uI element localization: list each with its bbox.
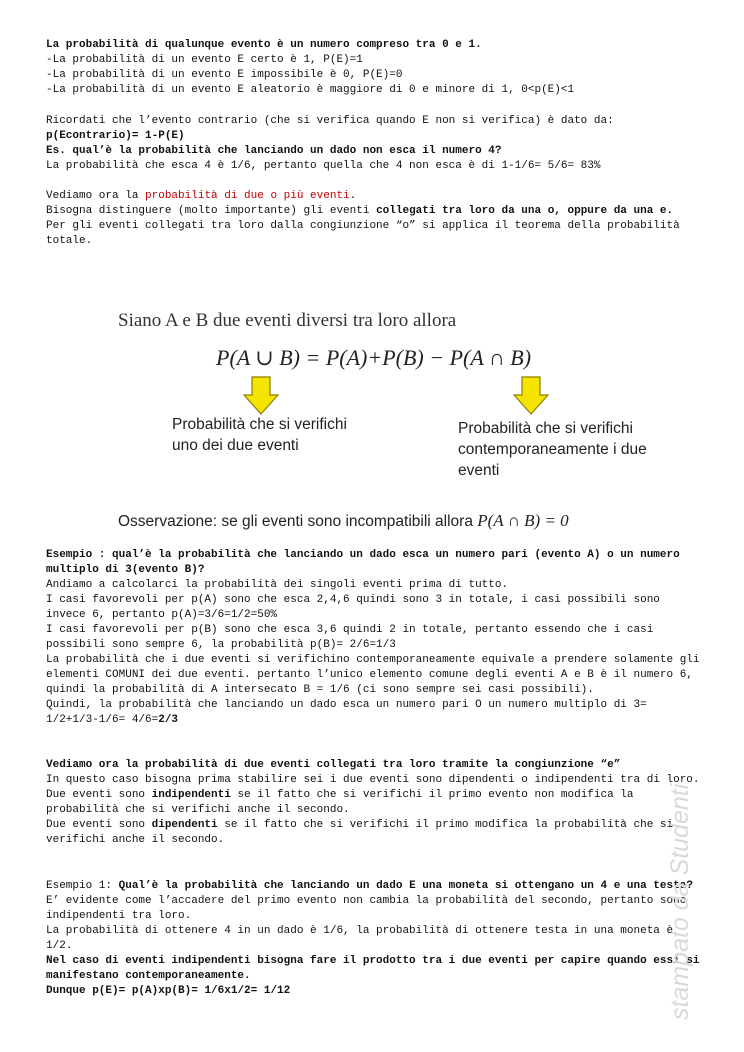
union-example-intersection: La probabilità che i due eventi si verifichino contemporaneamente equivale a prendere solamente gli elementi COMUNI dei due eventi. pertanto l’unico elemento comune degli eventi A e B è il numero 6, quindi la probabilità di A intersecato B = 1/6 (ci sono sempre sei casi possibili). bbox=[46, 654, 700, 696]
independent-example-reasoning: E’ evidente come l’accadere del primo evento non cambia la probabilità del secondo, pertanto sono indipendenti tra loro. bbox=[46, 895, 687, 922]
joint-events-heading: Vediamo ora la probabilità di due eventi collegati tra loro tramite la congiunzione “e” bbox=[46, 759, 621, 771]
union-explanation: Probabilità che si verifichi uno dei due eventi bbox=[172, 416, 347, 454]
range-statement: La probabilità di qualunque evento è un numero compreso tra 0 e 1. bbox=[46, 39, 482, 51]
joint-events-intro: In questo caso bisogna prima stabilire sei i due eventi sono dipendenti o indipendenti tra di loro. bbox=[46, 774, 700, 786]
section-complement-event bbox=[46, 114, 706, 174]
down-arrow-icon bbox=[243, 376, 279, 416]
union-example-prob-a: I casi favorevoli per p(A) sono che esca 2,4,6 quindi sono 3 in totale, i casi possibili sono invece 6, pertanto p(A)=3/6=1/2=50% bbox=[46, 594, 660, 621]
total-probability-figure bbox=[100, 300, 660, 545]
independent-product-rule: Nel caso di eventi indipendenti bisogna fare il prodotto tra i due eventi per capire quando essi si manifestano contemporaneamente. bbox=[46, 955, 700, 982]
complement-example-answer: La probabilità che esca 4 è 1/6, pertanto quella che 4 non esca è di 1-1/6= 5/6= 83% bbox=[46, 160, 601, 172]
complement-intro: Ricordati che l’evento contrario (che si verifica quando E non si verifica) è dato da: bbox=[46, 115, 614, 127]
distinguish-events-line: Bisogna distinguere (molto importante) gli eventi collegati tra loro da una o, oppure da una e. bbox=[46, 205, 674, 217]
independent-example-question: Esempio 1: Qual’è la probabilità che lanciando un dado E una moneta si ottengano un 4 e una testa? bbox=[46, 880, 693, 892]
multiple-events-intro: Vediamo ora la probabilità di due o più eventi. bbox=[46, 190, 357, 202]
intersection-explanation: Probabilità che si verifichi contemporaneamente i due eventi bbox=[458, 420, 647, 479]
union-example-prob-b: I casi favorevoli per p(B) sono che esca 3,6 quindi 2 in totale, pertanto essendo che i casi possibili sono sempre 6, la probabilità p(B)= 2/6=1/3 bbox=[46, 624, 654, 651]
dependent-definition: Due eventi sono dipendenti se il fatto che si verifichi il primo modifica la probabilità che si verifichi anche il secondo. bbox=[46, 819, 674, 846]
certain-event-line: -La probabilità di un evento E certo è 1, P(E)=1 bbox=[46, 54, 363, 66]
union-example-result: Quindi, la probabilità che lanciando un dado esca un numero pari O un numero multiplo di 3= 1/2+1/3-1/6= 4/6=2/3 bbox=[46, 699, 647, 726]
total-probability-line: Per gli eventi collegati tra loro dalla congiunzione “o” si applica il teorema della probabilità totale. bbox=[46, 220, 680, 247]
down-arrow-icon bbox=[513, 376, 549, 416]
independent-example-result: Dunque p(E)= p(A)xp(B)= 1/6x1/2= 1/12 bbox=[46, 985, 291, 997]
section-multiple-events bbox=[46, 189, 706, 249]
random-event-line: -La probabilità di un evento E aleatorio è maggiore di 0 e minore di 1, 0<p(E)<1 bbox=[46, 84, 575, 96]
multiple-events-highlight: probabilità di due o più eventi bbox=[145, 190, 350, 202]
complement-formula: p(Econtrario)= 1-P(E) bbox=[46, 130, 185, 142]
watermark bbox=[636, 520, 694, 1020]
union-example-question: Esempio : qual’è la probabilità che lanciando un dado esca un numero pari (evento A) o un numero multiplo di 3(evento B)? bbox=[46, 549, 680, 576]
intersection-zero-formula: P(A ∩ B) = 0 bbox=[477, 511, 569, 530]
union-example-final-value: 2/3 bbox=[158, 714, 179, 726]
independent-definition: Due eventi sono indipendenti se il fatto che si verifichi il primo evento non modifica la probabilità che si verifichi anche il secondo. bbox=[46, 789, 634, 816]
down-arrow-right-shape bbox=[514, 377, 548, 414]
section-probability-range bbox=[46, 38, 706, 98]
section-example-independent bbox=[46, 879, 706, 999]
section-joint-events bbox=[46, 758, 706, 848]
incompatible-events-observation: Osservazione: se gli eventi sono incompatibili allora P(A ∩ B) = 0 bbox=[118, 511, 569, 530]
section-example-union bbox=[46, 548, 706, 728]
watermark-text: stampato da Studenti bbox=[666, 783, 694, 1020]
complement-example-question: Es. qual’è la probabilità che lanciando un dado non esca il numero 4? bbox=[46, 145, 502, 157]
impossible-event-line: -La probabilità di un evento E impossibile è 0, P(E)=0 bbox=[46, 69, 403, 81]
figure-heading: Siano A e B due eventi diversi tra loro allora bbox=[118, 310, 457, 331]
down-arrow-left-shape bbox=[244, 377, 278, 414]
independent-example-probabilities: La probabilità di ottenere 4 in un dado è 1/6, la probabilità di ottenere testa in una moneta è 1/2. bbox=[46, 925, 674, 952]
union-example-step-intro: Andiamo a calcolarci la probabilità dei singoli eventi prima di tutto. bbox=[46, 579, 509, 591]
total-probability-formula: P(A ∪ B) = P(A)+P(B) − P(A ∩ B) bbox=[216, 345, 532, 370]
